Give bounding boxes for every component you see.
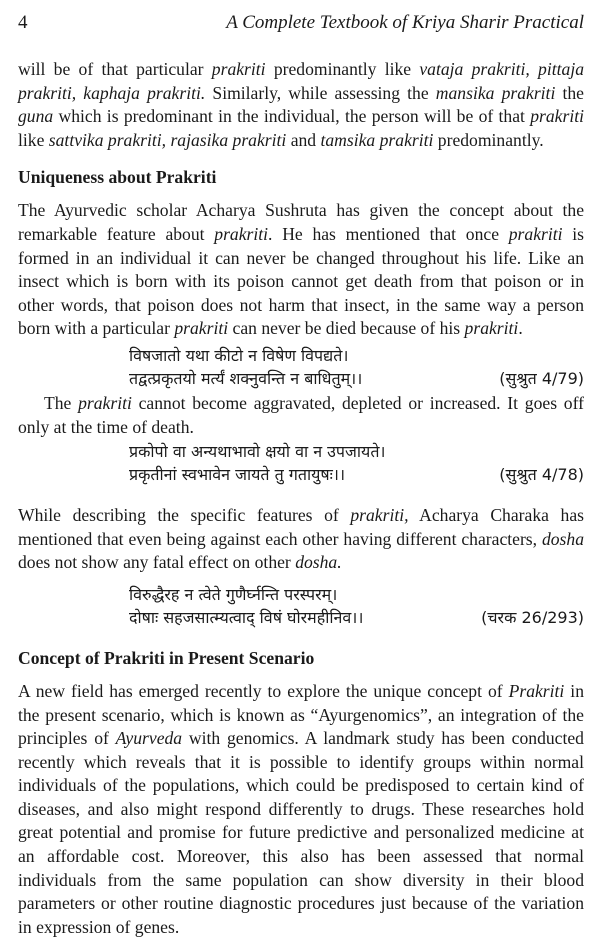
verse-reference: (चरक 26/293) [481, 607, 584, 627]
paragraph-sushruta: The Ayurvedic scholar Acharya Sushruta has given the concept about the remarkable feature about prakriti. He has mentioned that once prakriti is formed in an individual it can never be changed throughout his life. Like an insect which is born with its poison cannot get death from that poison or in other words, that poison does not harm that insect, in the same way a person born with a particular prakriti can never be died because of his prakriti. [18, 200, 584, 339]
verse-line: प्रकोपो वा अन्यथाभावो क्षयो वा न उपजायते। [129, 442, 386, 462]
page-body [18, 58, 584, 939]
paragraph-ayurgenomics: A new field has emerged recently to explore the unique concept of Prakriti in the present scenario, which is known as “Ayurgenomics”, an integration of the principles of Ayurveda with genomics. A landmark study has been conducted recently which reveals that it is possible to identify groups within normal individuals of the populations, which could be predisposed to certain kind of diseases, and also might respond differently to drugs. These researches hold great potential and promise for future predictive and personalized medicine at an affordable cost. Moreover, this also has been assessed that normal individuals from the same population can show diversity in their blood parameters or other routine diagnostic procedures just because of the variation in expression of genes. [18, 680, 584, 937]
verse-line: दोषाः सहजसात्म्यत्वाद् विषं घोरमहीनिव।। (चरक 26/293) [129, 607, 584, 627]
page-header [18, 12, 584, 36]
section-heading-uniqueness: Uniqueness about Prakriti [18, 167, 217, 188]
sanskrit-verse-2 [129, 440, 584, 486]
paragraph-prakriti-constant: The prakriti cannot become aggravated, depleted or increased. It goes off only at the time of death. [18, 392, 584, 437]
verse-line: प्रकृतीनां स्वभावेन जायते तु गतायुषः।। (सुश्रुत 4/78) [129, 465, 584, 485]
paragraph-charaka: While describing the specific features of prakriti, Acharya Charaka has mentioned that even being against each other having different characters, dosha does not show any fatal effect on other dosha. [18, 505, 584, 573]
verse-line: विरुद्धैरह न त्वेते गुणैर्घ्नन्ति परस्परम्। [129, 584, 338, 604]
page-number: 4 [18, 12, 28, 33]
sanskrit-verse-1 [129, 344, 584, 390]
sanskrit-verse-3 [129, 583, 584, 629]
paragraph-prakriti-types: will be of that particular prakriti predominantly like vataja prakriti, pittaja prakriti, kaphaja prakriti. Similarly, while assessing the mansika prakriti the guna which is predominant in the individual, the person will be of that prakriti like sattvika prakriti, rajasika prakriti and tamsika prakriti predominantly. [18, 59, 584, 150]
running-title: A Complete Textbook of Kriya Sharir Practical [226, 12, 584, 33]
verse-line: विषजातो यथा कीटो न विषेण विपद्यते। [129, 345, 349, 365]
section-heading-present-scenario: Concept of Prakriti in Present Scenario [18, 647, 315, 668]
verse-line: तद्वत्प्रकृतयो मर्त्यं शक्नुवन्ति न बाधितुम्।। (सुश्रुत 4/79) [129, 368, 584, 388]
verse-reference: (सुश्रुत 4/79) [499, 368, 584, 388]
verse-reference: (सुश्रुत 4/78) [499, 465, 584, 485]
